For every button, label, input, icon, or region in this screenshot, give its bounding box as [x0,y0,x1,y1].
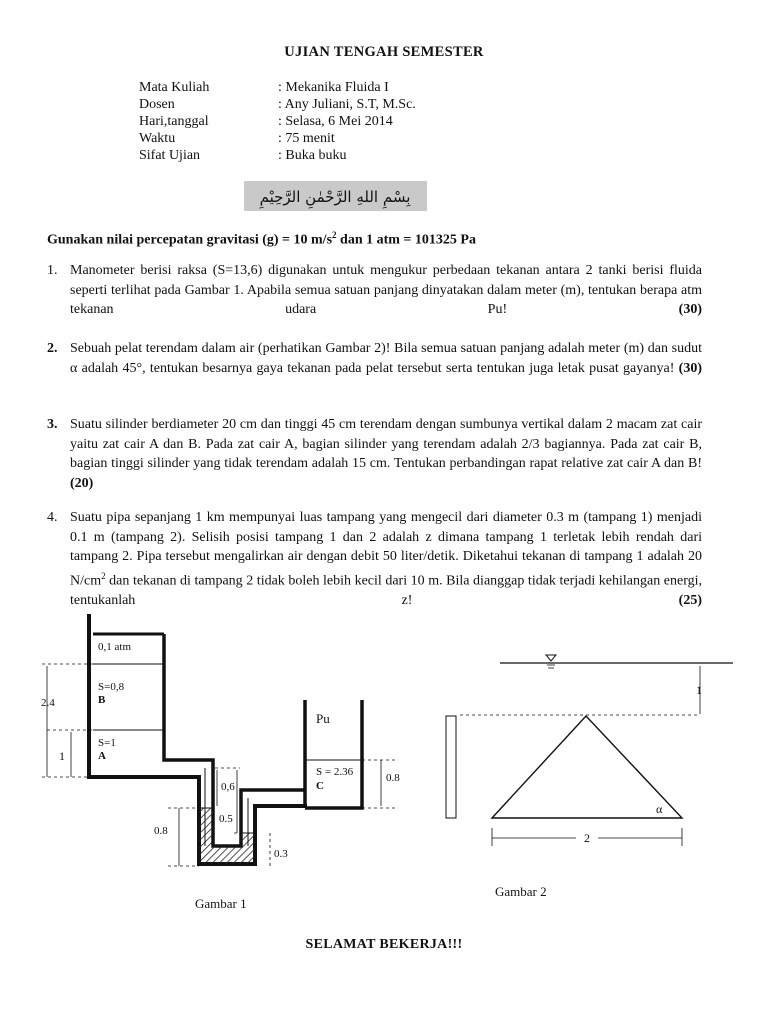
dim-0.8-right: 0.8 [386,772,400,784]
dim-0.3: 0.3 [274,848,288,860]
label-pu: Pu [316,711,330,726]
dim-0.6: 0,6 [221,781,235,793]
info-value: : Mekanika Fluida I [278,80,389,95]
label-fluid-a-sg: S=1 [98,737,116,749]
gravity-note-text-2: dan 1 atm = 101325 Pa [336,232,476,248]
question-number: 4. [47,510,58,525]
question-score: (30) [678,302,702,317]
dim-depth: 1 [696,683,702,697]
question-sup: 2 [101,570,106,581]
info-key: Hari,tanggal [139,114,209,129]
bismillah-text: بِسْمِ اللهِ الرَّحْمٰنِ الرَّحِيْمِ [259,188,411,206]
question-number: 1. [47,263,58,278]
question-body: Manometer berisi raksa (S=13,6) digunakan untuk mengukur perbedaan tekanan antara 2 tanki berisi fluida seperti terlihat pada Gambar 1. Apabila semua satuan panjang dinyatakan dalam meter (m), tentukan berapa atm tekanan udara Pu! [70,263,702,317]
info-key: Dosen [139,97,175,112]
figure-1-caption: Gambar 1 [195,896,247,911]
dim-1: 1 [59,749,65,763]
info-value: : Selasa, 6 Mei 2014 [278,114,393,129]
label-fluid-b-sg: S=0,8 [98,681,125,693]
figure-2-labels [495,683,702,899]
dim-base: 2 [584,831,590,845]
figure-2-plate [446,655,733,846]
page-title: UJIAN TENGAH SEMESTER [284,44,484,60]
info-key: Sifat Ujian [139,148,201,163]
figure-2-caption: Gambar 2 [495,884,547,899]
label-fluid-a: A [98,750,106,762]
angle-alpha: α [656,802,663,816]
info-key: Mata Kuliah [139,80,210,95]
question-score: (25) [678,592,702,608]
dim-2.4: 2.4 [41,697,55,709]
label-fluid-c: C [316,780,324,792]
label-air-pressure: 0,1 atm [98,641,131,653]
gravity-note-text: Gunakan nilai percepatan gravitasi (g) = 10 m/s [47,232,333,248]
label-fluid-b: B [98,694,106,706]
question-number: 2. [47,341,58,356]
info-value: : Buka buku [278,148,347,163]
closing-message: SELAMAT BEKERJA!!! [305,937,463,952]
dim-0.8-left: 0.8 [154,825,168,837]
info-value: : Any Juliani, S.T, M.Sc. [278,97,416,112]
question-number: 3. [47,417,58,432]
question-score: (20) [70,475,94,491]
info-value: : 75 menit [278,131,335,146]
question-score: (30) [678,360,702,376]
label-fluid-c-sg: S = 2.36 [316,766,354,778]
question-body-2: dan tekanan di tampang 2 tidak boleh lebih kecil dari 10 m. Bila dianggap tidak terjadi kehilangan energi, tentukanlah z! [70,573,702,608]
question-body: Suatu pipa sepanjang 1 km mempunyai luas tampang yang mengecil dari diameter 0.3 m (tampang 1) menjadi 0.1 m (tampang 2). Selisih posisi tampang 1 dan 2 adalah z dimana tampang 1 terletak lebih rendah dari tampang 2. Pipa tersebut mengalirkan air dengan debit 50 liter/detik. Diketahui tekanan di tampang 1 adalah 20 N/cm [70,510,702,589]
info-key: Waktu [139,131,176,146]
figure-1-manometer [42,614,395,866]
gravity-note-sup: 2 [332,230,337,240]
question-body: Sebuah pelat terendam dalam air (perhatikan Gambar 2)! Bila semua satuan panjang adalah meter (m) dan sudut α adalah 45°, tentukan besarnya gaya tekanan pada pelat tersebut serta tentukan juga letak pusat gayanya! [70,341,702,376]
dim-0.5: 0.5 [219,813,233,825]
question-body: Suatu silinder berdiameter 20 cm dan tinggi 45 cm terendam dengan sumbunya vertikal dalam 2 macam zat cair yaitu zat cair A dan B. Pada zat cair A, bagian silinder yang terendam adalah 2/3 bagiannya. Pada zat cair B, bagian tinggi silinder yang tidak terendam adalah 15 cm. Tentukan perbandingan rapat relative zat cair A dan B! [70,417,702,471]
